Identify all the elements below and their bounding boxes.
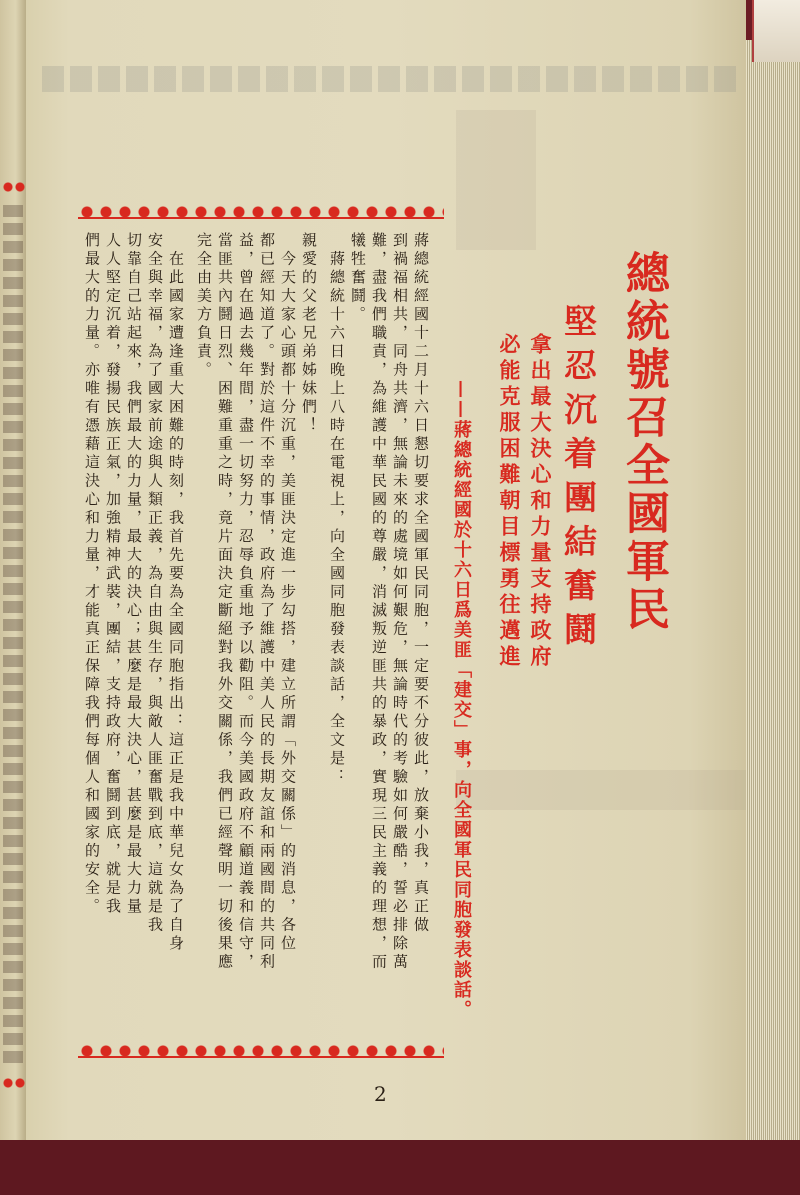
body-column: 們最大的力量。亦唯有憑藉這決心和力量，才能真正保障我們每個人和國家的安全。 — [83, 232, 101, 917]
previous-page-text — [3, 205, 23, 1065]
body-column: 益，曾在過去幾年間，盡一切努力，忍辱負重地予以勸阻。而今美國政府不顧道義和信守， — [237, 232, 255, 972]
body-column: 完全由美方負責。 — [195, 232, 213, 380]
subheading-2: 必能克服困難朝目標勇往邁進 — [497, 333, 522, 671]
body-column: 到禍福相共，同舟共濟，無論未來的處境如何艱危，無論時代的考驗如何嚴酷，誓必排除萬 — [391, 232, 409, 972]
byline: ——蔣總統經國於十六日爲美匪「建交」事，向全國軍民同胞發表談話。 — [451, 380, 472, 1020]
show-through-block-2 — [456, 770, 756, 810]
page-title: 總統號召全國軍民 — [618, 250, 669, 634]
body-column: 親愛的父老兄弟姊妹們！ — [300, 232, 318, 436]
body-column: 人人堅定沉着，發揚民族正氣，加強精神武裝，團結，支持政府，奮鬪到底，就是我 — [104, 232, 122, 917]
body-column: 切靠自己站起來，我們最大的力量，最大的決心；甚麼是最大決心，甚麼是最大力量 — [125, 232, 143, 917]
subheading-1: 拿出最大決心和力量支持政府 — [528, 333, 553, 671]
page-edges — [746, 40, 800, 1160]
body-column: 今天大家心頭都十分沉重，美匪決定進一步勾搭，建立所謂「外交關係」的消息，各位 — [279, 232, 297, 954]
body-column: 蔣總統經國十二月十六日懇切要求全國軍民同胞，一定要不分彼此，放棄小我，真正做 — [412, 232, 430, 935]
body-column: 難，盡我們職責，為維護中華民國的尊嚴，消滅叛逆匪共的暴政，實現三民主義的理想，而 — [370, 232, 388, 972]
flower-border-top-icon — [78, 204, 444, 224]
body-column: 都已經知道了。對於這件不幸的事情，政府為了維護中美人民的長期友誼和兩國間的共同利 — [258, 232, 276, 972]
headline: 堅忍沉着團結奮鬪 — [559, 304, 598, 656]
binding-bottom — [0, 1140, 800, 1195]
page-number: 2 — [374, 1082, 387, 1106]
body-column: 當匪共內鬪日烈、困難重重之時，竟片面決定斷絕對我外交關係，我們已經聲明一切後果應 — [216, 232, 234, 972]
body-column: 犧牲奮鬪。 — [349, 232, 367, 325]
flower-border-bottom-icon — [78, 1043, 444, 1063]
body-column: 蔣總統十六日晚上八時在電視上，向全國同胞發表談話，全文是： — [328, 232, 346, 787]
bookmark-tab — [752, 0, 800, 62]
previous-page-flower-icon-row-bottom — [2, 1076, 26, 1090]
previous-page-edge — [0, 0, 26, 1195]
show-through-block — [456, 110, 536, 250]
body-column: 在此國家遭逢重大困難的時刻，我首先要為全國同胞指出：這正是我中華兒女為了自身 — [167, 232, 185, 954]
show-through-header — [42, 66, 742, 92]
body-column: 安全與幸福，為了國家前途與人類正義，為自由與生存，與敵人匪奮戰到底，這就是我 — [146, 232, 164, 935]
previous-page-flower-icon-row — [2, 180, 26, 194]
